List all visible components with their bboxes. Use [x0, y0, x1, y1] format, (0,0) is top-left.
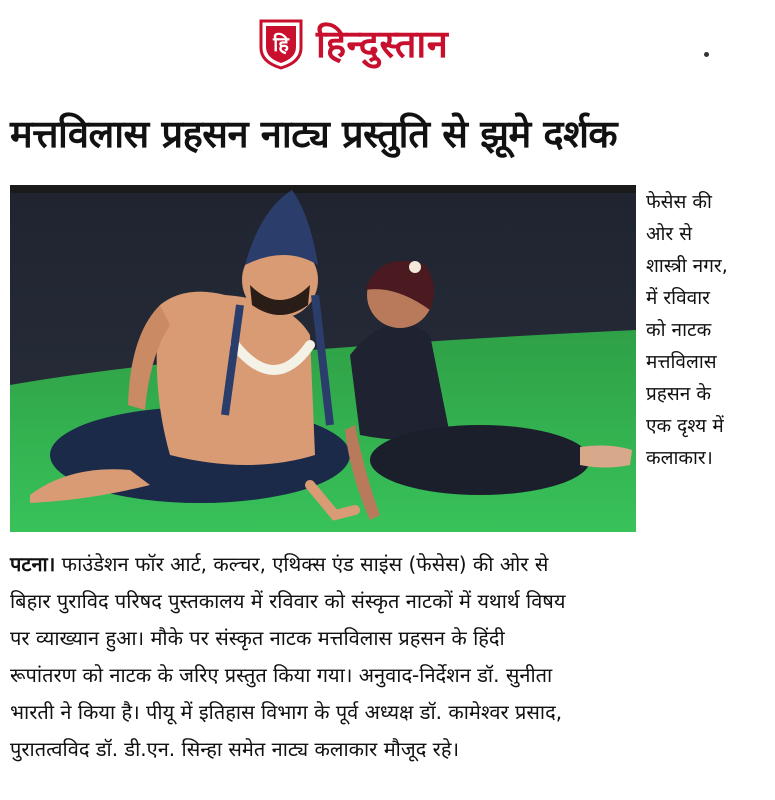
logo-letter: हि: [273, 32, 289, 56]
caption-line: प्रहसन के: [646, 383, 711, 405]
caption-line: मत्तविलास: [646, 351, 717, 373]
masthead: [0, 10, 775, 82]
print-dot: [704, 52, 709, 57]
dateline: पटना।: [10, 552, 56, 576]
caption-line: ओर से: [646, 223, 693, 245]
logo: [258, 18, 448, 70]
article-line: रूपांतरण को नाटक के जरिए प्रस्तुत किया गया। अनुवाद-निर्देशन डॉ. सुनीता: [10, 663, 553, 687]
shield-logo-icon: [258, 18, 304, 70]
article-text: फाउंडेशन फॉर आर्ट, कल्चर, एथिक्स एंड साइंस (फेसेस) की ओर से: [55, 552, 549, 576]
article-line: पर व्याख्यान हुआ। मौके पर संस्कृत नाटक मत्तविलास प्रहसन के हिंदी: [10, 626, 505, 650]
caption-line: एक दृश्य में: [646, 415, 724, 437]
brand-name: हिन्दुस्तान: [316, 22, 449, 66]
caption-line: फेसेस की: [646, 191, 712, 213]
caption-line: को नाटक: [646, 319, 712, 341]
headline: मत्तविलास प्रहसन नाट्य प्रस्तुति से झूमे दर्शक: [10, 112, 618, 156]
caption-line: शास्त्री नगर,: [646, 255, 728, 277]
stage-performance-photo: [10, 185, 636, 532]
article-line: पुरातत्वविद डॉ. डी.एन. सिन्हा समेत नाट्य कलाकार मौजूद रहे।: [10, 737, 460, 761]
caption-line: कलाकार।: [646, 447, 713, 469]
photo-caption: [646, 186, 772, 474]
caption-line: में रविवार: [646, 287, 710, 309]
article-body: [10, 546, 770, 768]
article-line: [10, 546, 770, 583]
article-line: भारती ने किया है। पीयू में इतिहास विभाग के पूर्व अध्यक्ष डॉ. कामेश्वर प्रसाद,: [10, 700, 563, 724]
article-line: बिहार पुराविद परिषद पुस्तकालय में रविवार को संस्कृत नाटकों में यथार्थ विषय: [10, 589, 566, 613]
